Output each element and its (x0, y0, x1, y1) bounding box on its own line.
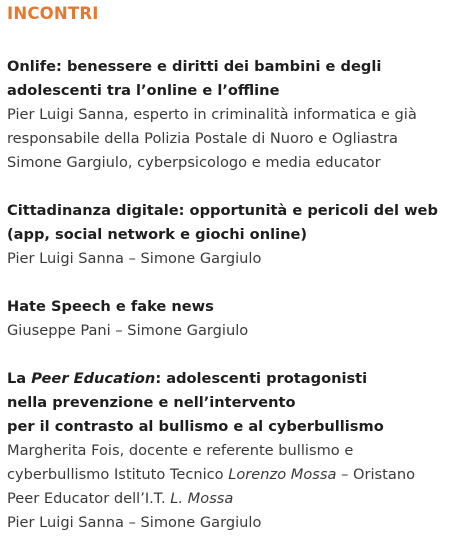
event-title-italic: Peer Education (31, 370, 156, 387)
event-title-line: adolescenti tra l’online e l’offline (7, 82, 280, 99)
event-cittadinanza-digitale (7, 199, 469, 271)
speaker-italic: L. Mossa (170, 490, 234, 507)
event-title-prefix: La (7, 370, 32, 387)
event-title-line: per il contrasto al bullismo e al cyberbullismo (7, 418, 384, 435)
event-speaker-line: responsabile della Polizia Postale di Nuoro e Ogliastra (7, 130, 398, 147)
event-title-line: Onlife: benessere e diritti dei bambini e degli (7, 58, 382, 75)
event-onlife (7, 55, 469, 175)
event-title-line: nella prevenzione e nell’intervento (7, 394, 296, 411)
speaker-italic: Lorenzo Mossa (228, 466, 337, 483)
event-title-suffix: : adolescenti protagonisti (155, 370, 368, 387)
event-speaker-line: Pier Luigi Sanna – Simone Gargiulo (7, 250, 262, 267)
event-speaker-line: Pier Luigi Sanna, esperto in criminalità informatica e già (7, 106, 417, 123)
event-title-line: Hate Speech e fake news (7, 298, 214, 315)
event-speaker-line: Pier Luigi Sanna – Simone Gargiulo (7, 514, 262, 531)
event-title-line: (app, social network e giochi online) (7, 226, 308, 243)
event-speaker-line: Simone Gargiulo, cyberpsicologo e media educator (7, 154, 381, 171)
event-speaker-line: Giuseppe Pani – Simone Gargiulo (7, 322, 249, 339)
event-hate-speech (7, 295, 469, 343)
speaker-prefix: cyberbullismo Istituto Tecnico (7, 466, 229, 483)
speaker-suffix: – Oristano (336, 466, 416, 483)
event-speaker-line (7, 487, 469, 511)
event-title-line (7, 367, 469, 391)
speaker-prefix: Peer Educator dell’I.T. (7, 490, 171, 507)
event-speaker-line (7, 463, 469, 487)
section-title: INCONTRI (7, 4, 99, 23)
event-speaker-line: Margherita Fois, docente e referente bullismo e (7, 442, 354, 459)
events-list (7, 55, 469, 559)
event-peer-education (7, 367, 469, 535)
event-title-line: Cittadinanza digitale: opportunità e pericoli del web (7, 202, 438, 219)
